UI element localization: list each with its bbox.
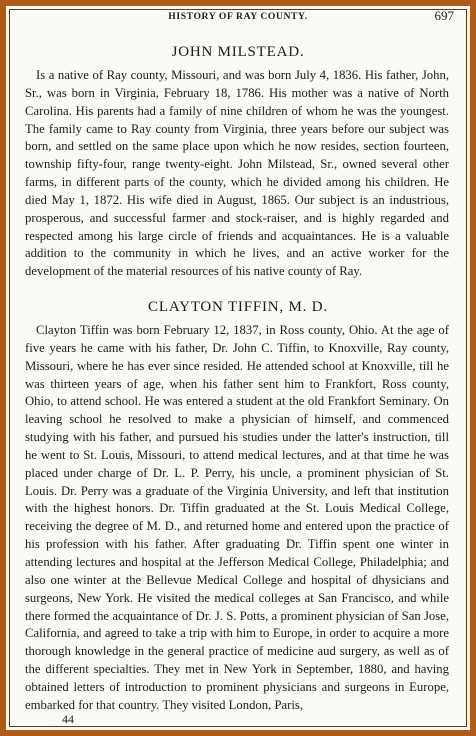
running-head bbox=[0, 8, 476, 24]
section-body-john-milstead: Is a native of Ray county, Missouri, and was born July 4, 1836. His father, John, Sr., was born in Virginia, February 18, 1786. His mother was a native of North Carolina. His parents had a family of nine children of whom he was the youngest. The family came to Ray county from Virginia, three years before our subject was born, and settled on the same place upon which he now resides, section fourteen, township fifty-four, range twenty-eight. John Milstead, Sr., owned several other farms, in different parts of the county, which he divided among his children. He died May 1, 1872. His wife died in August, 1865. Our subject is an industrious, prosperous, and successful farmer and stock-raiser, and is highly regarded and respected among his large circle of friends and acquaintances. He is a valuable addition to the community in which he lives, and an active worker for the development of the material resources of his native county of Ray. bbox=[25, 68, 449, 279]
section-title-john-milstead: JOHN MILSTEAD. bbox=[171, 44, 305, 60]
section-title-clayton-tiffin: CLAYTON TIFFIN, M. D. bbox=[148, 299, 328, 315]
page-number: 697 bbox=[434, 8, 454, 23]
section-body-clayton-tiffin: Clayton Tiffin was born February 12, 1837, in Ross county, Ohio. At the age of five years he came with his father, Dr. John C. Tiffin, to Knoxville, Ray county, Missouri, where he has ever since resided. He attended school at Knoxville, till he was thirteen years of age, when his father sent him to Frankfort, Ross county, Ohio, to attend school. He was entered a student at the old Frankfort Seminary. On leaving school he resolved to make a physician of himself, and commenced studying with his father, and pursued his studies under the latter's instruction, till he went to St. Louis, Missouri, to attend medical lectures, and at that time he was placed under charge of Dr. L. P. Perry, his uncle, a prominent physician of St. Louis. Dr. Perry was a graduate of the Virginia University, and left that institution with the highest honors. Dr. Tiffin graduated at the St. Louis Medical College, receiving the degree of M. D., and returned home and entered upon the practice of his profession with his father. After graduating Dr. Tiffin spent one winter in attending lectures and hospital at the Jefferson Medical College, Philadelphia; and also one winter at the Bellevue Medical College and hospital of dhysicians and surgeons, New York. He visited the medical colleges at San Francisco, and while there formed the acquaintance of Dr. J. S. Potts, a prominent physician of San Jose, California, and agreed to take a trip with him to Europe, in order to acquire a more thorough knowledge in the general practice of medicine aud surgery, as well as of the different specialties. They met in New York in September, 1880, and having obtained letters of introduction to prominent physicians and surgeons in Europe, embarked for that country. They visited London, Paris, bbox=[25, 323, 449, 712]
signature-mark: 44 bbox=[62, 712, 74, 726]
running-title: HISTORY OF RAY COUNTY. bbox=[168, 11, 308, 22]
